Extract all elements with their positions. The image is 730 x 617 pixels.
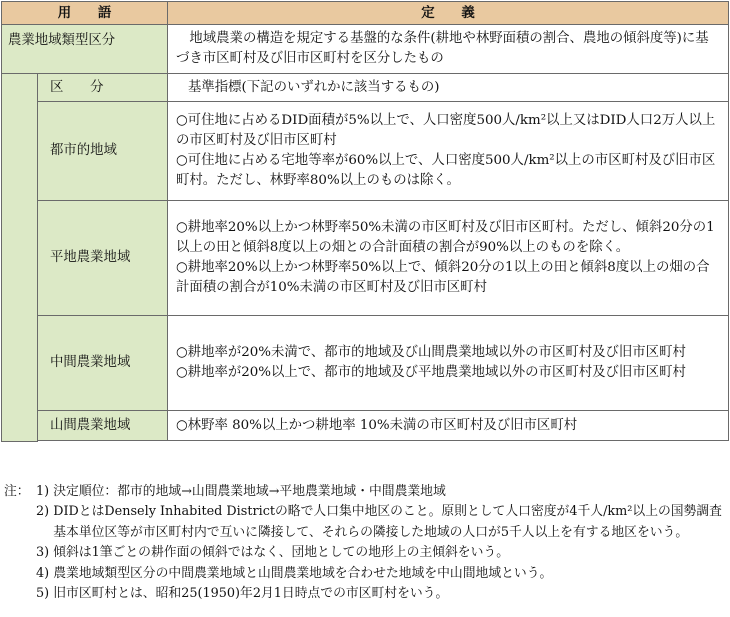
note-text: 農業地域類型区分の中間農業地域と山間農業地域を合わせた地域を中山間地域という。 [53,565,553,581]
criteria-item: ○林野率 80%以上かつ耕地率 10%未満の市区町村及び旧市区町村 [176,417,578,433]
note-number: 3) [36,545,50,561]
notes-prefix: 注： [4,484,30,499]
criteria-item: ○耕地率が20%未満で、都市的地域及び山間農業地域以外の市区町村及び旧市区町村 [176,345,686,360]
note-number: 2) [36,504,50,520]
category-mountain-farming: 山間農業地域 [38,411,168,441]
note-number: 1) [36,484,50,499]
note-text: 傾斜は1筆ごとの耕作面の傾斜ではなく、団地としての地形上の主傾斜をいう。 [53,545,509,561]
note-text: 決定順位：都市的地域→山間農業地域→平地農業地域・中間農業地域 [53,484,446,499]
note-text: DIDとはDensely Inhabited Districtの略で人口集中地区のこと。原則として人口密度が4千人/km²以上の国勢調査基本単位区等が市区町村内で互いに隣接して、それらの隣接した地域の人口が5千人以上を有する地区をいう。 [53,504,722,540]
main-definition: 地域農業の構造を規定する基盤的な条件(耕地や林野面積の割合、農地の傾斜度等)に基づき市区町村及び旧市区町村を区分したもの [168,25,729,74]
note-number: 4) [36,565,50,581]
table-row [2,201,729,316]
note-item [4,502,726,543]
definition-mountain-farming [168,411,729,441]
definition-urban [168,102,729,201]
criteria-item: ○耕地率20%以上かつ林野率50%以上で、傾斜20分の1以上の田と傾斜8度以上の畑の合計面積の割合が10%未満の市区町村及び旧市区町村 [176,260,710,295]
note-item [4,543,726,563]
note-item [4,564,726,584]
definition-intermediate-farming [168,316,729,411]
table-row [2,316,729,411]
header-term: 用 語 [2,2,168,25]
sub-header-definition: 基準指標(下記のいずれかに該当するもの) [168,74,729,102]
definition-flat-farming [168,201,729,316]
header-definition: 定 義 [168,2,729,25]
sub-header-term: 区 分 [38,74,168,102]
sub-header-row [2,74,729,102]
note-number: 5) [36,586,50,602]
category-intermediate-farming: 中間農業地域 [38,316,168,411]
main-row [2,25,729,74]
notes-section [4,482,726,604]
table-header-row [2,2,729,25]
criteria-item: ○耕地率20%以上かつ林野率50%未満の市区町村及び旧市区町村。ただし、傾斜20分の1以上の田と傾斜8度以上の畑との合計面積の割合が90%以上のものを除く。 [176,220,715,255]
criteria-item: ○可住地に占める宅地等率が60%以上で、人口密度500人/km²以上の市区町村及び旧市区町村。ただし、林野率80%以上のものは除く。 [176,153,716,188]
type-indent-spacer [2,74,38,442]
definition-table [1,1,729,442]
category-urban: 都市的地域 [38,102,168,201]
table-row [2,102,729,201]
criteria-item: ○可住地に占めるDID面積が5%以上で、人口密度500人/km²以上又はDID人口2万人以上の市区町村及び旧市区町村 [176,113,716,148]
note-text: 旧市区町村とは、昭和25(1950)年2月1日時点での市区町村をいう。 [53,586,449,602]
category-flat-farming: 平地農業地域 [38,201,168,316]
criteria-item: ○耕地率が20%以上で、都市的地域及び平地農業地域以外の市区町村及び旧市区町村 [176,365,686,380]
table-row [2,411,729,441]
main-term: 農業地域類型区分 [2,25,168,74]
note-item [4,482,726,502]
note-item [4,584,726,604]
